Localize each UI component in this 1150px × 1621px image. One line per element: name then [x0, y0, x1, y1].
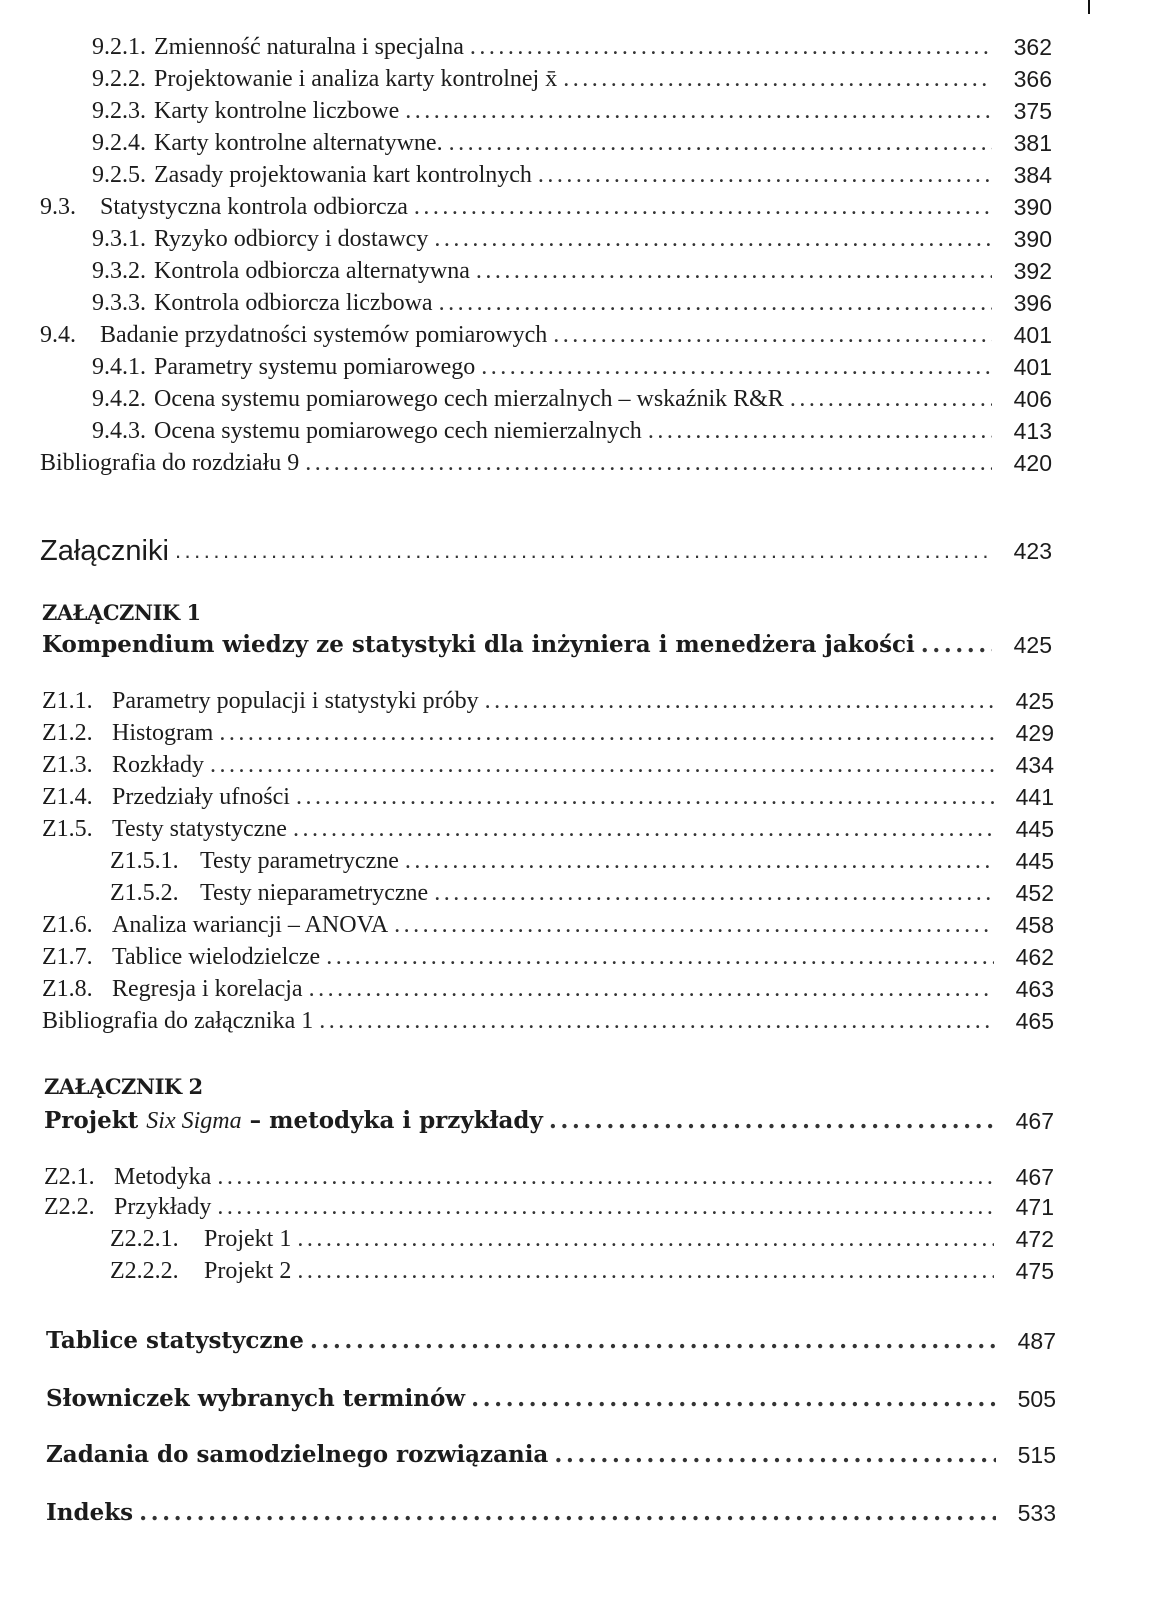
dot-leader [475, 352, 992, 382]
dot-leader [213, 718, 994, 748]
toc-entry[interactable] [42, 714, 1054, 748]
dot-leader [291, 1256, 994, 1286]
toc-entry[interactable] [42, 682, 1054, 716]
dot-leader [313, 1006, 994, 1036]
entry-page: 384 [1013, 162, 1052, 188]
toc-section-zalaczniki[interactable] [40, 526, 1052, 566]
dot-leader [470, 256, 992, 286]
entry-page: 533 [1017, 1500, 1056, 1526]
entry-title: Histogram [112, 720, 214, 746]
entry-page: 452 [1015, 880, 1054, 906]
toc-entry[interactable] [92, 220, 1052, 254]
toc-entry[interactable] [42, 938, 1054, 972]
toc-entry[interactable] [92, 284, 1052, 318]
entry-title: Ocena systemu pomiarowego cech niemierzalnych [154, 418, 642, 444]
dot-leader [211, 1192, 994, 1222]
entry-title: Tablice wielodzielcze [112, 944, 321, 970]
entry-title: Tablice statystyczne [46, 1327, 304, 1354]
section-title: Załączniki [40, 535, 169, 567]
entry-page: 465 [1015, 1008, 1054, 1034]
entry-title: Bibliografia do rozdziału 9 [40, 450, 300, 476]
entry-title: Ryzyko odbiorcy i dostawcy [154, 226, 429, 252]
toc-entry[interactable] [92, 28, 1052, 62]
dot-leader [557, 64, 992, 94]
annex-title-part: Projekt [44, 1107, 147, 1134]
entry-title: Metodyka [114, 1164, 212, 1190]
entry-title: Zmienność naturalna i specjalna [154, 34, 464, 60]
dot-leader [291, 1224, 994, 1254]
entry-title: Bibliografia do załącznika 1 [42, 1008, 314, 1034]
toc-entry[interactable] [110, 874, 1054, 908]
entry-number: Z1.5.2. [110, 880, 179, 906]
entry-title: Karty kontrolne alternatywne. [154, 130, 443, 156]
toc-entry[interactable] [110, 1220, 1054, 1254]
entry-page: 458 [1015, 912, 1054, 938]
entry-number: Z1.3. [42, 752, 93, 778]
entry-title: Zasady projektowania kart kontrolnych [154, 162, 532, 188]
entry-page: 406 [1013, 386, 1052, 412]
entry-page: 425 [1015, 688, 1054, 714]
annex-title: Kompendium wiedzy ze statystyki dla inżyniera i menedżera jakości [42, 631, 915, 658]
entry-title: Kontrola odbiorcza alternatywna [154, 258, 470, 284]
toc-entry[interactable] [42, 778, 1054, 812]
annex2-label: ZAŁĄCZNIK 2 [44, 1074, 203, 1099]
entry-page: 462 [1015, 944, 1054, 970]
entry-page: 401 [1013, 322, 1052, 348]
entry-title: Parametry populacji i statystyki próby [112, 688, 479, 714]
entry-number: 9.4.1. [92, 354, 146, 380]
dot-leader [784, 384, 992, 414]
entry-title: Testy statystyczne [112, 816, 287, 842]
entry-title: Przedziały ufności [112, 784, 290, 810]
entry-page: 401 [1013, 354, 1052, 380]
entry-page: 463 [1015, 976, 1054, 1002]
dot-leader [428, 224, 992, 254]
entry-title: Ocena systemu pomiarowego cech mierzalnych – wskaźnik R&R [154, 386, 784, 412]
toc-entry[interactable] [92, 60, 1052, 94]
entry-title: Kontrola odbiorcza liczbowa [154, 290, 433, 316]
toc-entry[interactable] [44, 1158, 1054, 1192]
toc-entry[interactable] [44, 1188, 1054, 1222]
entry-page: 429 [1015, 720, 1054, 746]
dot-leader [399, 846, 994, 876]
entry-page: 423 [1013, 538, 1052, 564]
entry-page: 515 [1017, 1442, 1056, 1468]
dot-leader [915, 630, 992, 660]
entry-page: 396 [1013, 290, 1052, 316]
toc-entry[interactable] [110, 842, 1054, 876]
entry-page: 392 [1013, 258, 1052, 284]
dot-leader [290, 782, 994, 812]
annex1-label: ZAŁĄCZNIK 1 [42, 600, 201, 625]
dot-leader [204, 750, 994, 780]
entry-page: 390 [1013, 226, 1052, 252]
toc-entry[interactable] [92, 124, 1052, 158]
entry-number: 9.4.3. [92, 418, 146, 444]
dot-leader [304, 1326, 996, 1356]
entry-number: 9.2.5. [92, 162, 146, 188]
dot-leader [320, 942, 994, 972]
entry-title: Zadania do samodzielnego rozwiązania [46, 1441, 549, 1468]
annex-title-italic: Six Sigma [146, 1108, 242, 1134]
entry-number: Z2.2. [44, 1194, 95, 1220]
dot-leader [443, 128, 992, 158]
toc-entry[interactable] [92, 92, 1052, 126]
entry-page: 475 [1015, 1258, 1054, 1284]
dot-leader [543, 1106, 994, 1136]
entry-title: Testy nieparametryczne [200, 880, 429, 906]
entry-number: Z1.4. [42, 784, 93, 810]
entry-title: Słowniczek wybranych terminów [46, 1385, 466, 1412]
toc-entry-tables[interactable] [46, 1322, 1056, 1356]
toc-entry[interactable] [42, 970, 1054, 1004]
dot-leader [548, 1440, 996, 1470]
dot-leader [303, 974, 994, 1004]
entry-page: 390 [1013, 194, 1052, 220]
toc-entry-annex1[interactable] [42, 626, 1052, 660]
dot-leader [464, 32, 992, 62]
toc-entry[interactable] [92, 412, 1052, 446]
entry-number: Z2.2.2. [110, 1258, 179, 1284]
toc-entry-glossary[interactable] [46, 1380, 1056, 1414]
toc-entry[interactable] [92, 156, 1052, 190]
toc-entry[interactable] [110, 1252, 1054, 1286]
entry-number: 9.3.3. [92, 290, 146, 316]
toc-entry[interactable] [92, 380, 1052, 414]
entry-page: 471 [1015, 1194, 1054, 1220]
entry-page: 420 [1013, 450, 1052, 476]
entry-number: Z1.2. [42, 720, 93, 746]
dot-leader [428, 878, 994, 908]
entry-title: Analiza wariancji – ANOVA [112, 912, 389, 938]
entry-page: 425 [1013, 632, 1052, 658]
entry-page: 434 [1015, 752, 1054, 778]
toc-entry-index[interactable] [46, 1494, 1056, 1528]
entry-number: Z1.6. [42, 912, 93, 938]
entry-number: 9.2.4. [92, 130, 146, 156]
entry-number: 9.2.2. [92, 66, 146, 92]
dot-leader [433, 288, 992, 318]
entry-number: Z1.1. [42, 688, 93, 714]
annex-title-part: – metodyka i przykłady [241, 1107, 543, 1134]
dot-leader [287, 814, 994, 844]
toc-entry-annex2[interactable] [44, 1102, 1054, 1136]
dot-leader [547, 320, 992, 350]
entry-title: Parametry systemu pomiarowego [154, 354, 476, 380]
entry-page: 441 [1015, 784, 1054, 810]
entry-number: Z1.5. [42, 816, 93, 842]
dot-leader [388, 910, 994, 940]
entry-number: 9.4.2. [92, 386, 146, 412]
toc-entry[interactable] [92, 348, 1052, 382]
entry-page: 362 [1013, 34, 1052, 60]
entry-title: Testy parametryczne [200, 848, 399, 874]
entry-number: Z1.8. [42, 976, 93, 1002]
entry-title: Regresja i korelacja [112, 976, 303, 1002]
entry-page: 467 [1015, 1108, 1054, 1134]
dot-leader [399, 96, 992, 126]
entry-page: 366 [1013, 66, 1052, 92]
toc-entry[interactable] [40, 316, 1052, 350]
toc-entry[interactable] [92, 252, 1052, 286]
entry-title: Indeks [46, 1499, 134, 1526]
entry-number: 9.3.1. [92, 226, 146, 252]
entry-title: Karty kontrolne liczbowe [154, 98, 400, 124]
toc-entry-bibliography[interactable] [42, 1002, 1054, 1036]
entry-number: Z2.2.1. [110, 1226, 179, 1252]
dot-leader [532, 160, 992, 190]
toc-entry-bibliography[interactable] [40, 444, 1052, 478]
entry-page: 467 [1015, 1164, 1054, 1190]
toc-entry[interactable] [42, 746, 1054, 780]
entry-title: Badanie przydatności systemów pomiarowych [100, 322, 548, 348]
toc-entry[interactable] [42, 810, 1054, 844]
entry-page: 413 [1013, 418, 1052, 444]
entry-title: Projekt 1 [204, 1226, 292, 1252]
entry-title: Projektowanie i analiza karty kontrolnej x̄ [154, 66, 558, 92]
annex-title [44, 1106, 543, 1136]
dot-leader [408, 192, 992, 222]
dot-leader [465, 1384, 996, 1414]
entry-number: 9.3. [40, 194, 76, 220]
entry-page: 487 [1017, 1328, 1056, 1354]
dot-leader [642, 416, 992, 446]
entry-title: Statystyczna kontrola odbiorcza [100, 194, 408, 220]
entry-page: 445 [1015, 848, 1054, 874]
entry-number: 9.2.1. [92, 34, 146, 60]
entry-page: 472 [1015, 1226, 1054, 1252]
entry-title: Przykłady [114, 1194, 212, 1220]
entry-title: Rozkłady [112, 752, 204, 778]
entry-number: Z1.7. [42, 944, 93, 970]
page-edge-mark [1088, 0, 1090, 14]
entry-page: 445 [1015, 816, 1054, 842]
entry-number: Z2.1. [44, 1164, 95, 1190]
entry-page: 375 [1013, 98, 1052, 124]
entry-page: 381 [1013, 130, 1052, 156]
entry-number: 9.2.3. [92, 98, 146, 124]
toc-entry-exercises[interactable] [46, 1436, 1056, 1470]
toc-entry[interactable] [40, 188, 1052, 222]
dot-leader [479, 686, 994, 716]
entry-number: 9.4. [40, 322, 76, 348]
entry-page: 505 [1017, 1386, 1056, 1412]
dot-leader [169, 536, 992, 566]
entry-number: 9.3.2. [92, 258, 146, 284]
dot-leader [299, 448, 992, 478]
entry-number: Z1.5.1. [110, 848, 179, 874]
toc-entry[interactable] [42, 906, 1054, 940]
dot-leader [133, 1498, 996, 1528]
entry-title: Projekt 2 [204, 1258, 292, 1284]
